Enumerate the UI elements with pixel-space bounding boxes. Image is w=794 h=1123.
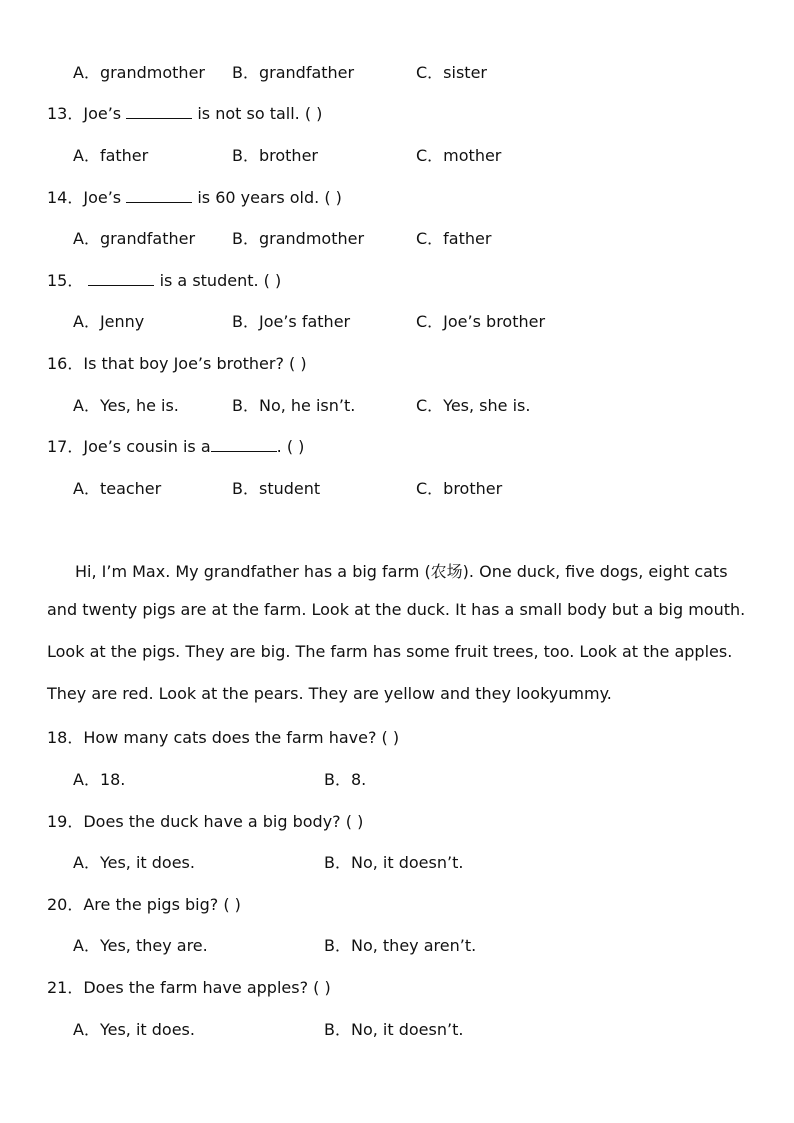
- q18-stem: 18．How many cats does the farm have? ( ): [47, 728, 400, 747]
- q17-stem-start: 17．Joe’s cousin is a: [47, 437, 211, 456]
- q14-stem: [47, 185, 342, 208]
- q17-option-c: C．brother: [416, 479, 503, 498]
- q17-stem-end: . ( ): [276, 437, 305, 456]
- q12-option-a: A．grandmother: [73, 63, 205, 82]
- q14-option-b: B．grandmother: [232, 229, 365, 248]
- q16-option-b: B．No, he isn’t.: [232, 396, 356, 415]
- q14-option-c: C．father: [416, 229, 492, 248]
- q13-option-b: B．brother: [232, 146, 318, 165]
- q15-option-c: C．Joe’s brother: [416, 312, 546, 331]
- q14-stem-start: 14．Joe’s: [47, 188, 122, 207]
- q17-option-a: A．teacher: [73, 479, 162, 498]
- q13-stem-end: is not so tall. ( ): [197, 104, 323, 123]
- q17-option-b: B．student: [232, 479, 321, 498]
- q15-stem: [47, 268, 281, 291]
- q19-stem: 19．Does the duck have a big body? ( ): [47, 812, 364, 831]
- q12-option-b: B．grandfather: [232, 63, 355, 82]
- q15-option-b: B．Joe’s father: [232, 312, 351, 331]
- q14-option-a: A．grandfather: [73, 229, 196, 248]
- q13-blank: [126, 104, 192, 119]
- q17-stem: [47, 434, 304, 457]
- q14-blank: [126, 188, 192, 203]
- q14-stem-end: is 60 years old. ( ): [197, 188, 342, 207]
- q13-stem-start: 13．Joe’s: [47, 104, 122, 123]
- q12-option-c: C．sister: [416, 63, 487, 82]
- q21-stem: 21．Does the farm have apples? ( ): [47, 978, 331, 997]
- q20-option-b: B．No, they aren’t.: [324, 936, 477, 955]
- q13-option-a: A．father: [73, 146, 149, 165]
- q18-option-a: A．18.: [73, 770, 126, 789]
- q15-stem-start: 15．: [47, 271, 84, 290]
- q16-option-c: C．Yes, she is.: [416, 396, 531, 415]
- q13-stem: [47, 101, 322, 124]
- passage-line-4: They are red. Look at the pears. They are yellow and they lookyummy.: [47, 684, 612, 703]
- q21-option-a: A．Yes, it does.: [73, 1020, 195, 1039]
- q13-option-c: C．mother: [416, 146, 502, 165]
- q15-blank: [88, 271, 154, 286]
- q15-option-a: A．Jenny: [73, 312, 145, 331]
- passage-line-3: Look at the pigs. They are big. The farm has some fruit trees, too. Look at the apples.: [47, 642, 733, 661]
- q20-stem: 20．Are the pigs big? ( ): [47, 895, 241, 914]
- q18-option-b: B．8.: [324, 770, 367, 789]
- q20-option-a: A．Yes, they are.: [73, 936, 208, 955]
- q16-option-a: A．Yes, he is.: [73, 396, 179, 415]
- q15-stem-end: is a student. ( ): [159, 271, 282, 290]
- q19-option-b: B．No, it doesn’t.: [324, 853, 464, 872]
- q17-blank: [211, 437, 277, 452]
- passage-line-1: Hi, I’m Max. My grandfather has a big farm (农场). One duck, five dogs, eight cats: [75, 562, 728, 581]
- q19-option-a: A．Yes, it does.: [73, 853, 195, 872]
- passage-line-2: and twenty pigs are at the farm. Look at the duck. It has a small body but a big mouth.: [47, 600, 746, 619]
- q21-option-b: B．No, it doesn’t.: [324, 1020, 464, 1039]
- q16-stem: 16．Is that boy Joe’s brother? ( ): [47, 354, 307, 373]
